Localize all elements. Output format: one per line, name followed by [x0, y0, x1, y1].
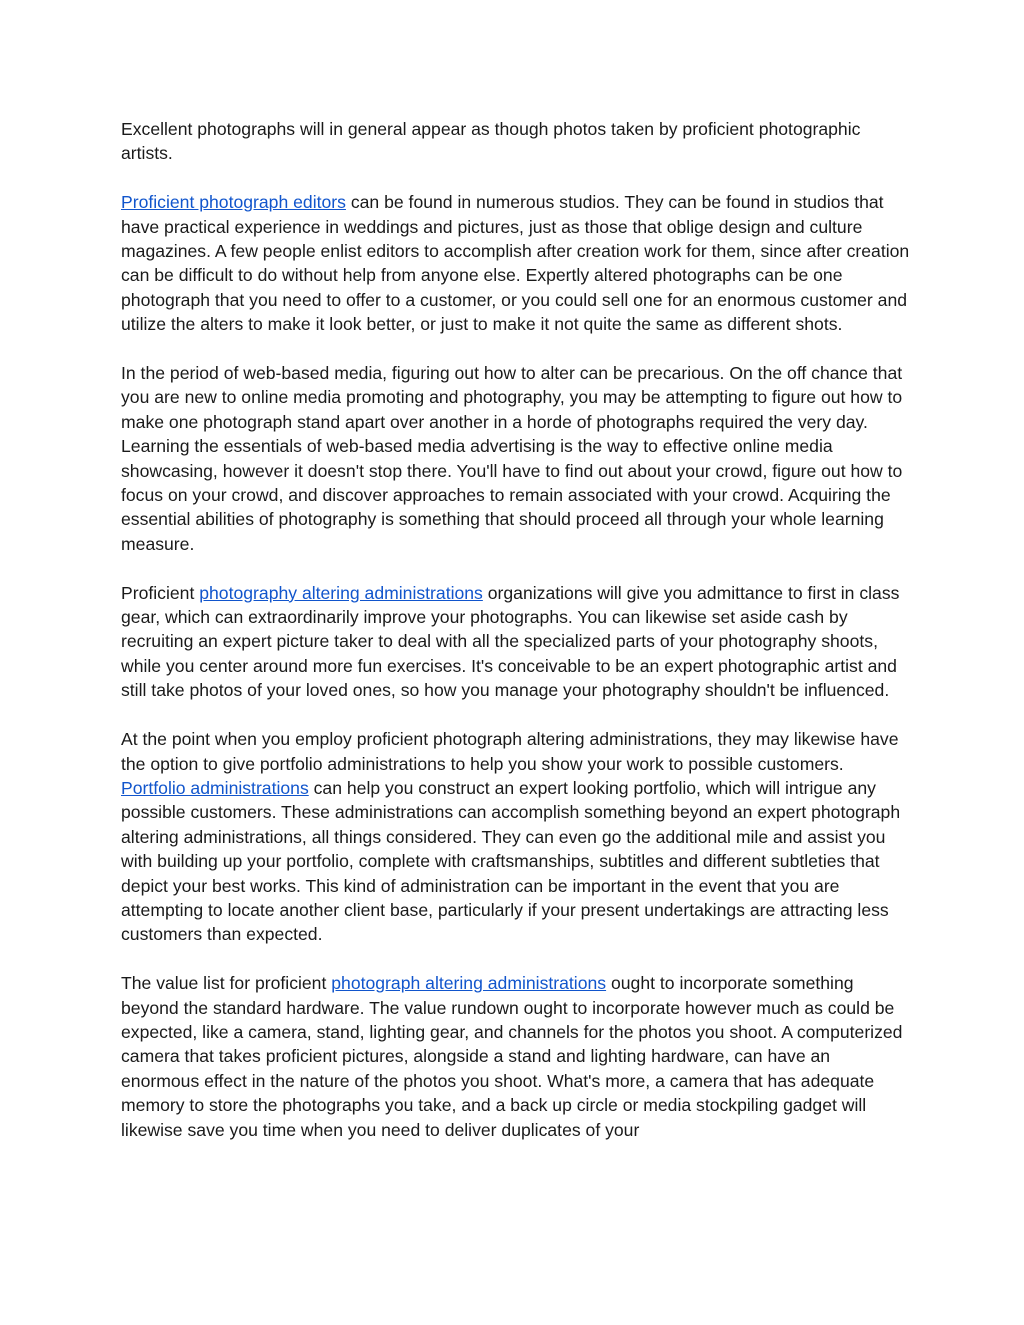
paragraph-1-text: Excellent photographs will in general appear as though photos taken by proficient photographic artists.: [121, 119, 861, 164]
link-photograph-altering-administrations[interactable]: photograph altering administrations: [331, 973, 607, 994]
paragraph-3: [121, 361, 911, 556]
paragraph-6-text-before: The value list for proficient: [121, 973, 332, 994]
link-portfolio-administrations[interactable]: Portfolio administrations: [121, 777, 309, 798]
paragraph-6-text-after: ought to incorporate something beyond the standard hardware. The value rundown ought to incorporate however much as could be expected, like a camera, stand, lighting gear, and channels for the photos you shoot. A computerized camera that takes proficient pictures, alongside a stand and lighting hardware, can have an enormous effect in the nature of the photos you shoot. What's more, a camera that has adequate memory to store the photographs you take, and a back up circle or media stockpiling gadget will likewise save you time when you need to deliver duplicates of your: [121, 973, 903, 1140]
paragraph-5-text-after: can help you construct an expert looking portfolio, which will intrigue any possible customers. These administrations can accomplish something beyond an expert photograph altering administrations, all things considered. They can even go the additional mile and assist you with building up your portfolio, complete with craftsmanships, subtitles and different subtleties that depict your best works. This kind of administration can be important in the event that you are attempting to locate another client base, particularly if your present undertakings are attracting less customers than expected.: [121, 777, 901, 945]
link-proficient-photograph-editors[interactable]: Proficient photograph editors: [121, 192, 346, 213]
paragraph-1: [121, 117, 911, 166]
paragraph-6: [121, 971, 911, 1142]
paragraph-5: [121, 727, 911, 947]
paragraph-4-text-after: organizations will give you admittance to first in class gear, which can extraordinarily improve your photographs. You can likewise set aside cash by recruiting an expert picture taker to deal with all the specialized parts of your photography shoots, while you center around more fun exercises. It's conceivable to be an expert photographic artist and still take photos of your loved ones, so how you manage your photography shouldn't be influenced.: [121, 582, 900, 701]
paragraph-2-text: can be found in numerous studios. They can be found in studios that have practical experience in weddings and pictures, just as those that oblige design and culture magazines. A few people enlist editors to accomplish after creation work for them, since after creation can be difficult to do without help from anyone else. Expertly altered photographs can be one photograph that you need to offer to a customer, or you could sell one for an enormous customer and utilize the alters to make it look better, or just to make it not quite the same as different shots.: [121, 192, 910, 335]
document-page: [121, 117, 911, 1166]
link-photography-altering-administrations[interactable]: photography altering administrations: [199, 582, 483, 603]
paragraph-4: [121, 581, 911, 703]
paragraph-3-text: In the period of web-based media, figuring out how to alter can be precarious. On the off chance that you are new to online media promoting and photography, you may be attempting to figure out how to make one photograph stand apart over another in a horde of photographs required the very day. Learning the essentials of web-based media advertising is the way to effective online media showcasing, however it doesn't stop there. You'll have to find out about your crowd, figure out how to focus on your crowd, and discover approaches to remain associated with your crowd. Acquiring the essential abilities of photography is something that should proceed all through your whole learning measure.: [121, 363, 903, 554]
paragraph-4-text-before: Proficient: [121, 582, 200, 603]
paragraph-2: [121, 190, 911, 336]
paragraph-5-text-before: At the point when you employ proficient photograph altering administrations, they may likewise have the option to give portfolio administrations to help you show your work to possible customers.: [121, 729, 899, 774]
